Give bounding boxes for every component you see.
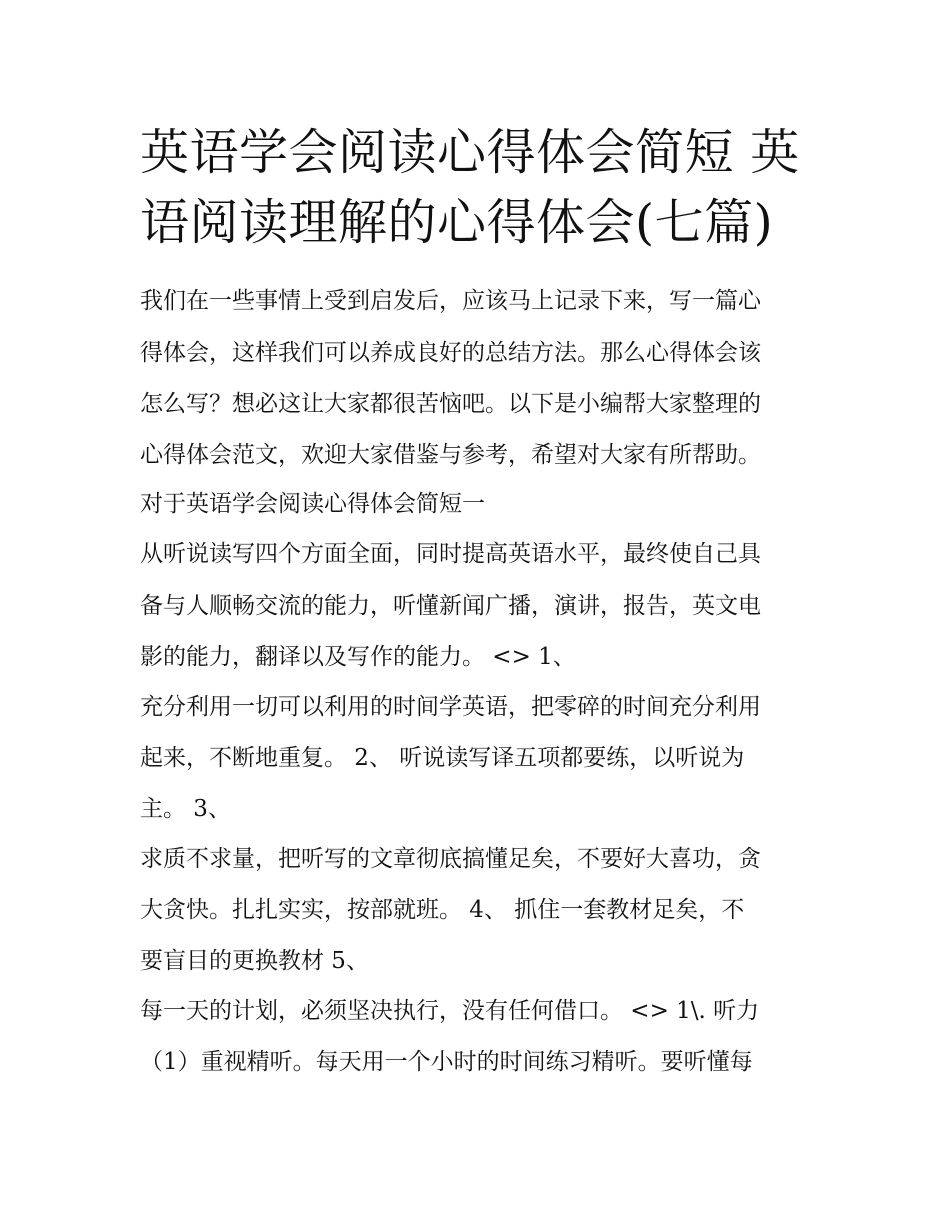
body-line: 每一天的计划，必须坚决执行，没有任何借口。 <> 1\. 听力 bbox=[140, 998, 760, 1024]
body-line: 从听说读写四个方面全面，同时提高英语水平，最终使自己具 bbox=[140, 541, 761, 567]
body-line: 充分利用一切可以利用的时间学英语，把零碎的时间充分利用 bbox=[140, 694, 761, 720]
body-line: 要盲目的更换教材 5、 bbox=[140, 948, 369, 974]
body-line: 心得体会范文，欢迎大家借鉴与参考，希望对大家有所帮助。 bbox=[140, 442, 761, 468]
body-line: 主。 3、 bbox=[140, 796, 231, 822]
body-line: 大贪快。扎扎实实，按部就班。 4、 抓住一套教材足矣，不 bbox=[140, 897, 745, 923]
section-heading: 对于英语学会阅读心得体会简短一 bbox=[140, 491, 485, 517]
body-line: 起来，不断地重复。 2、 听说读写译五项都要练，以听说为 bbox=[140, 745, 745, 771]
body-line: （1）重视精听。每天用一个小时的时间练习精听。要听懂每 bbox=[140, 1049, 753, 1075]
body-line: 我们在一些事情上受到启发后，应该马上记录下来，写一篇心 bbox=[140, 288, 761, 314]
body-line: 得体会，这样我们可以养成良好的总结方法。那么心得体会该 bbox=[140, 340, 761, 366]
body-line: 备与人顺畅交流的能力，听懂新闻广播，演讲，报告，英文电 bbox=[140, 593, 761, 619]
document-title: 英语学会阅读心得体会简短 英语阅读理解的心得体会(七篇) bbox=[140, 124, 800, 251]
body-line: 影的能力，翻译以及写作的能力。 <> 1、 bbox=[140, 644, 576, 670]
body-line: 求质不求量，把听写的文章彻底搞懂足矣，不要好大喜功，贪 bbox=[140, 846, 761, 872]
body-line: 怎么写？想必这让大家都很苦恼吧。以下是小编帮大家整理的 bbox=[140, 391, 761, 417]
